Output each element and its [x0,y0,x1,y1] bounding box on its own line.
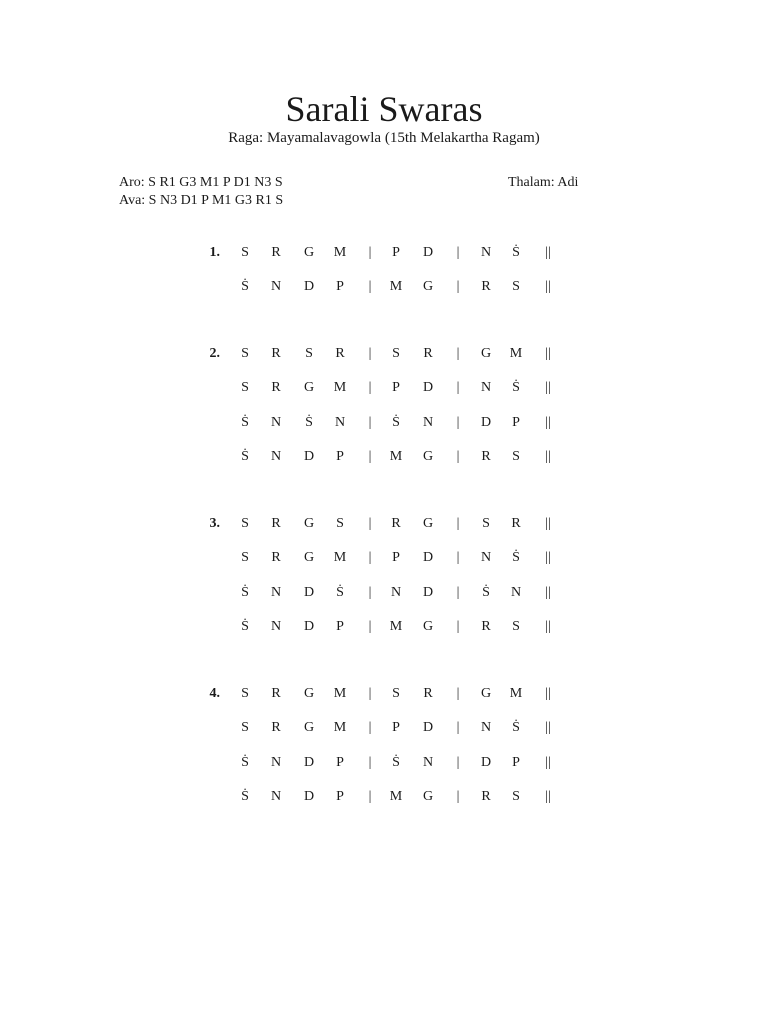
swara-cell: N [334,415,346,430]
bar-line: | [368,686,372,701]
swara-cell: D [303,789,315,804]
swara-cell: M [333,550,347,565]
swara-cell: R [271,380,281,395]
swara-cell: Ṡ [241,755,249,770]
bar-line: | [368,245,372,260]
swara-cell: M [333,380,347,395]
swara-cell: D [422,380,434,395]
swara-cell: S [241,550,249,565]
bar-line: || [545,415,551,430]
swara-cell: S [241,516,249,531]
exercise-number: 1. [209,245,220,260]
swara-cell: M [333,720,347,735]
bar-line: | [456,755,460,770]
swara-cell: G [422,279,434,294]
swara-cell: G [480,686,492,701]
bar-line: || [545,619,551,634]
swara-cell: N [422,755,434,770]
notation-row [0,549,768,567]
bar-line: | [368,550,372,565]
bar-line: | [368,380,372,395]
bar-line: | [368,516,372,531]
bar-line: || [545,755,551,770]
bar-line: | [456,245,460,260]
swara-cell: D [303,755,315,770]
bar-line: || [545,245,551,260]
swara-cell: M [333,686,347,701]
swara-cell: Ṡ [392,755,400,770]
swara-cell: P [512,755,520,770]
swara-cell: G [303,516,315,531]
swara-cell: Ṡ [241,279,249,294]
swara-cell: P [336,789,344,804]
swara-cell: R [481,789,491,804]
swara-cell: G [303,380,315,395]
swara-cell: N [510,585,522,600]
swara-cell: Ṡ [336,585,344,600]
swara-cell: D [422,720,434,735]
arohanam-line: Aro: S R1 G3 M1 P D1 N3 S [119,175,283,190]
swara-cell: Ṡ [512,380,520,395]
notation-row [0,719,768,737]
swara-cell: R [335,346,345,361]
swara-cell: P [336,449,344,464]
swara-cell: R [423,686,433,701]
swara-cell: Ṡ [241,415,249,430]
swara-cell: S [241,245,249,260]
swara-cell: D [303,279,315,294]
bar-line: | [456,279,460,294]
swara-cell: R [391,516,401,531]
swara-cell: D [303,585,315,600]
swara-cell: G [480,346,492,361]
swara-cell: R [271,516,281,531]
swara-cell: M [389,789,403,804]
bar-line: || [545,585,551,600]
swara-cell: G [422,516,434,531]
swara-cell: M [333,245,347,260]
swara-cell: S [241,380,249,395]
swara-cell: D [422,585,434,600]
swara-cell: S [512,619,520,634]
swara-cell: P [336,279,344,294]
swara-cell: G [422,619,434,634]
swara-cell: R [511,516,521,531]
bar-line: | [456,686,460,701]
swara-cell: Ṡ [392,415,400,430]
bar-line: | [456,346,460,361]
notation-row [0,788,768,806]
notation-row [0,515,768,533]
bar-line: | [456,380,460,395]
swara-cell: M [509,686,523,701]
swara-cell: S [392,686,400,701]
swara-cell: P [336,619,344,634]
swara-cell: Ṡ [241,789,249,804]
bar-line: | [456,516,460,531]
swara-cell: P [392,720,400,735]
bar-line: | [456,619,460,634]
swara-cell: M [389,619,403,634]
bar-line: | [456,550,460,565]
swara-cell: G [303,550,315,565]
swara-cell: P [336,755,344,770]
swara-cell: R [481,619,491,634]
swara-cell: R [271,245,281,260]
swara-cell: D [480,755,492,770]
bar-line: | [456,415,460,430]
bar-line: | [456,720,460,735]
bar-line: | [456,789,460,804]
swara-cell: Ṡ [241,585,249,600]
notation-row [0,584,768,602]
swara-cell: P [392,245,400,260]
bar-line: | [456,585,460,600]
swara-cell: G [303,686,315,701]
bar-line: || [545,346,551,361]
swara-cell: S [482,516,490,531]
bar-line: | [368,585,372,600]
notation-row [0,448,768,466]
swara-cell: Ṡ [512,550,520,565]
swara-cell: R [271,550,281,565]
swara-cell: N [480,550,492,565]
swara-cell: N [270,755,282,770]
swara-cell: D [422,245,434,260]
notation-row [0,345,768,363]
bar-line: || [545,550,551,565]
avarohanam-line: Ava: S N3 D1 P M1 G3 R1 S [119,193,284,208]
swara-cell: Ṡ [241,619,249,634]
swara-cell: N [270,279,282,294]
swara-cell: N [270,585,282,600]
swara-cell: M [509,346,523,361]
swara-cell: G [422,789,434,804]
notation-row [0,754,768,772]
swara-cell: D [422,550,434,565]
swara-cell: R [271,346,281,361]
swara-cell: Ṡ [241,449,249,464]
swara-cell: S [512,279,520,294]
exercise-number: 2. [209,346,220,361]
swara-cell: N [480,245,492,260]
swara-cell: N [422,415,434,430]
swara-cell: D [303,619,315,634]
swara-cell: Ṡ [512,720,520,735]
notation-row [0,278,768,296]
swara-cell: N [270,415,282,430]
swara-cell: Ṡ [512,245,520,260]
swara-cell: S [241,346,249,361]
swara-cell: S [512,789,520,804]
swara-cell: S [241,686,249,701]
exercise-number: 3. [209,516,220,531]
bar-line: || [545,516,551,531]
swara-cell: S [392,346,400,361]
swara-cell: N [390,585,402,600]
bar-line: || [545,720,551,735]
bar-line: || [545,686,551,701]
swara-cell: N [480,380,492,395]
bar-line: | [368,279,372,294]
page-title: Sarali Swaras [285,89,483,129]
swara-cell: S [241,720,249,735]
bar-line: | [456,449,460,464]
bar-line: | [368,755,372,770]
swara-cell: R [271,720,281,735]
bar-line: | [368,346,372,361]
swara-cell: R [423,346,433,361]
bar-line: || [545,279,551,294]
notation-row [0,244,768,262]
swara-cell: G [303,720,315,735]
swara-cell: N [270,619,282,634]
swara-cell: Ṡ [305,415,313,430]
swara-cell: D [480,415,492,430]
swara-cell: S [336,516,344,531]
swara-cell: S [512,449,520,464]
bar-line: || [545,789,551,804]
swara-cell: R [481,449,491,464]
swara-cell: P [392,550,400,565]
swara-cell: N [270,449,282,464]
swara-cell: N [480,720,492,735]
thalam-label: Thalam: Adi [508,175,579,190]
swara-cell: G [303,245,315,260]
notation-row [0,414,768,432]
swara-cell: N [270,789,282,804]
notation-row [0,685,768,703]
bar-line: | [368,720,372,735]
swara-cell: M [389,449,403,464]
swara-cell: G [422,449,434,464]
swara-cell: R [271,686,281,701]
bar-line: | [368,449,372,464]
swara-cell: S [305,346,313,361]
notation-row [0,618,768,636]
swara-cell: P [392,380,400,395]
swara-cell: D [303,449,315,464]
exercise-number: 4. [209,686,220,701]
bar-line: || [545,380,551,395]
bar-line: | [368,619,372,634]
bar-line: | [368,415,372,430]
notation-row [0,379,768,397]
bar-line: || [545,449,551,464]
raga-subtitle: Raga: Mayamalavagowla (15th Melakartha Ragam) [228,130,540,146]
swara-cell: P [512,415,520,430]
swara-cell: Ṡ [482,585,490,600]
swara-cell: M [389,279,403,294]
swara-cell: R [481,279,491,294]
bar-line: | [368,789,372,804]
